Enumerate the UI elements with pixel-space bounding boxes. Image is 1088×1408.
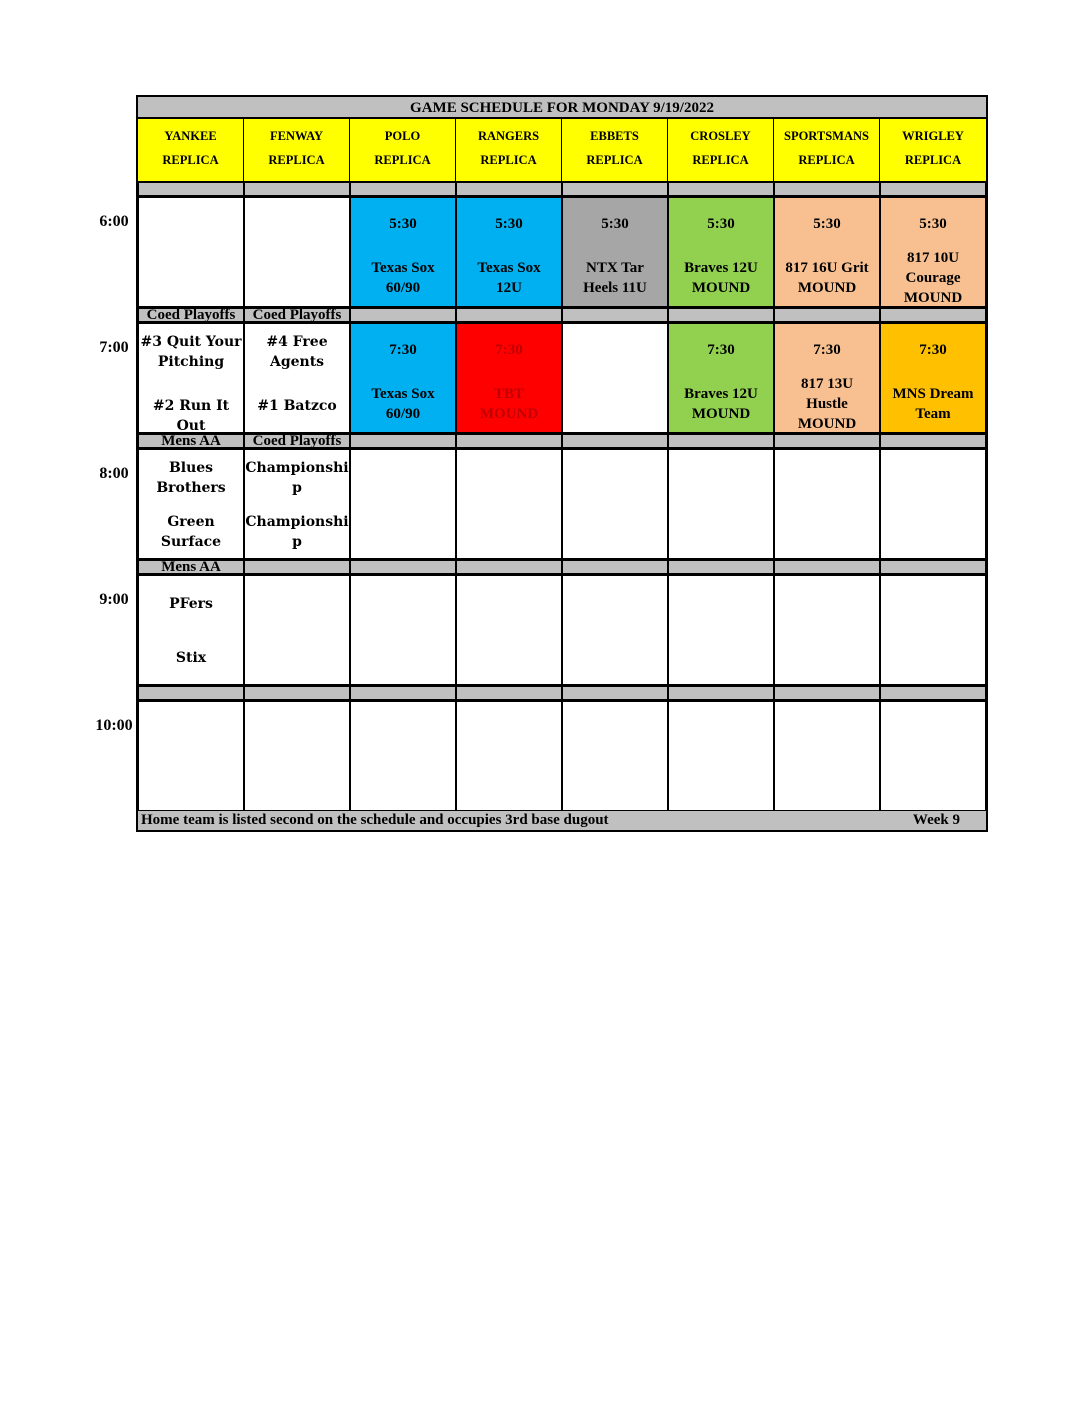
game-team xyxy=(565,258,665,298)
division-label xyxy=(774,559,880,575)
game-cell xyxy=(456,575,562,685)
team-line: Stix xyxy=(175,650,207,666)
team-line: Agents xyxy=(269,354,325,370)
game-cell xyxy=(562,449,668,559)
game-cell xyxy=(668,449,774,559)
game-cell xyxy=(350,701,456,811)
field-header-polo xyxy=(350,119,456,181)
game-cell xyxy=(244,323,350,433)
team-line: #2 Run It Out xyxy=(152,398,230,433)
field-header-yankee xyxy=(138,119,244,181)
division-label xyxy=(774,181,880,197)
division-label xyxy=(350,307,456,323)
game-team xyxy=(777,374,877,433)
team-line: #1 Batzco xyxy=(257,398,337,414)
matchup-team-away xyxy=(139,458,243,498)
game-cell xyxy=(244,575,350,685)
field-header-sportsmans xyxy=(774,119,880,181)
team-line: Texas Sox xyxy=(371,260,435,276)
team-line: Hustle xyxy=(806,396,848,412)
division-label xyxy=(562,559,668,575)
matchup-team-home xyxy=(139,648,243,668)
division-label xyxy=(350,433,456,449)
field-name: CROSLEY xyxy=(690,129,751,143)
field-sub: REPLICA xyxy=(904,153,962,167)
game-team xyxy=(459,258,559,298)
matchup-team-home xyxy=(139,396,243,433)
field-header-fenway xyxy=(244,119,350,181)
team-line: PFers xyxy=(169,596,213,612)
team-line: 817 16U Grit xyxy=(785,260,869,276)
division-label xyxy=(456,433,562,449)
game-team xyxy=(671,258,771,298)
game-cell xyxy=(350,323,456,433)
team-line: Heels 11U xyxy=(583,280,647,296)
field-sub: REPLICA xyxy=(480,153,537,167)
game-team xyxy=(883,248,983,307)
game-team xyxy=(459,384,559,424)
field-name: WRIGLEY xyxy=(902,129,964,143)
game-cell xyxy=(562,197,668,307)
field-sub: REPLICA xyxy=(798,153,855,167)
field-sub: REPLICA xyxy=(374,153,431,167)
game-cell xyxy=(668,575,774,685)
team-line: 817 10U xyxy=(906,250,960,266)
division-label xyxy=(668,181,774,197)
division-label xyxy=(668,559,774,575)
game-time: 5:30 xyxy=(389,216,417,232)
division-label xyxy=(562,307,668,323)
division-label xyxy=(774,433,880,449)
matchup-team-away xyxy=(245,332,349,372)
team-line: Team xyxy=(915,406,951,422)
team-line: MOUND xyxy=(903,290,963,306)
field-header-crosley xyxy=(668,119,774,181)
time-label-600: 6:00 xyxy=(99,213,129,230)
team-line: 12U xyxy=(496,280,522,296)
game-time: 7:30 xyxy=(389,342,417,358)
division-label xyxy=(244,685,350,701)
division-label xyxy=(456,685,562,701)
game-cell xyxy=(668,701,774,811)
schedule-grid xyxy=(136,95,988,832)
field-name: RANGERS xyxy=(477,129,540,143)
game-time: 5:30 xyxy=(919,216,947,232)
division-label xyxy=(880,307,986,323)
game-cell xyxy=(138,575,244,685)
game-cell xyxy=(880,701,986,811)
game-cell xyxy=(138,323,244,433)
game-cell xyxy=(562,701,668,811)
game-time: 7:30 xyxy=(919,342,947,358)
field-header-wrigley xyxy=(880,119,986,181)
matchup-team-away xyxy=(245,458,349,498)
team-line: Courage xyxy=(905,270,961,286)
game-team xyxy=(671,384,771,424)
division-label xyxy=(138,685,244,701)
division-label: Coed Playoffs xyxy=(244,307,350,323)
time-label-800: 8:00 xyxy=(99,465,129,482)
game-time: 7:30 xyxy=(707,342,735,358)
team-line: MOUND xyxy=(691,406,751,422)
division-label xyxy=(880,685,986,701)
team-line: Surface xyxy=(160,534,222,550)
division-label: Coed Playoffs xyxy=(244,433,350,449)
matchup-team-away xyxy=(139,594,243,614)
game-time: 5:30 xyxy=(495,216,523,232)
game-team xyxy=(353,258,453,298)
division-label xyxy=(350,685,456,701)
game-cell xyxy=(562,323,668,433)
team-line: NTX Tar xyxy=(586,260,644,276)
team-line: Championshi xyxy=(245,514,349,530)
division-label xyxy=(456,559,562,575)
team-line: Texas Sox xyxy=(371,386,435,402)
field-sub: REPLICA xyxy=(692,153,749,167)
game-time: 5:30 xyxy=(601,216,629,232)
time-label-900: 9:00 xyxy=(99,591,129,608)
game-time: 7:30 xyxy=(495,342,523,358)
game-cell xyxy=(138,701,244,811)
game-cell xyxy=(456,449,562,559)
game-cell xyxy=(774,575,880,685)
division-label xyxy=(562,685,668,701)
division-label xyxy=(562,433,668,449)
division-label: Mens AA xyxy=(138,433,244,449)
team-line: Championshi xyxy=(245,460,349,476)
game-cell xyxy=(880,197,986,307)
game-cell xyxy=(880,323,986,433)
division-label xyxy=(880,433,986,449)
field-header-ebbets xyxy=(562,119,668,181)
team-line: 817 13U xyxy=(800,376,854,392)
team-line: #4 Free xyxy=(266,334,328,350)
team-line: MOUND xyxy=(797,280,857,296)
game-cell xyxy=(774,449,880,559)
team-line: Pitching xyxy=(157,354,225,370)
team-line: MNS Dream xyxy=(892,386,974,402)
game-cell xyxy=(244,197,350,307)
footer-note: Home team is listed second on the schedule and occupies 3rd base dugout xyxy=(141,812,609,828)
game-cell xyxy=(456,323,562,433)
game-cell xyxy=(350,449,456,559)
team-line: Green xyxy=(167,514,215,530)
division-label xyxy=(350,559,456,575)
game-cell xyxy=(668,197,774,307)
team-line: Braves 12U xyxy=(684,260,758,276)
game-time: 7:30 xyxy=(813,342,841,358)
division-label xyxy=(244,559,350,575)
game-cell xyxy=(668,323,774,433)
field-sub: REPLICA xyxy=(268,153,325,167)
field-sub: REPLICA xyxy=(162,153,219,167)
field-sub: REPLICA xyxy=(586,153,643,167)
division-label xyxy=(668,685,774,701)
matchup-team-home xyxy=(245,396,349,416)
division-label xyxy=(668,433,774,449)
week-label: Week 9 xyxy=(912,812,960,828)
division-label xyxy=(774,685,880,701)
division-label xyxy=(456,181,562,197)
game-cell xyxy=(562,575,668,685)
field-name: FENWAY xyxy=(269,129,324,143)
game-cell xyxy=(774,197,880,307)
division-label xyxy=(880,559,986,575)
game-team xyxy=(883,384,983,424)
team-line: 60/90 xyxy=(385,280,421,296)
field-name: SPORTSMANS xyxy=(784,129,869,143)
team-line: MOUND xyxy=(479,406,539,422)
division-label: Mens AA xyxy=(138,559,244,575)
division-label xyxy=(138,181,244,197)
division-label xyxy=(562,181,668,197)
division-label: Coed Playoffs xyxy=(138,307,244,323)
team-line: Braves 12U xyxy=(684,386,758,402)
game-team xyxy=(353,384,453,424)
division-label xyxy=(774,307,880,323)
game-cell xyxy=(774,323,880,433)
division-label xyxy=(668,307,774,323)
division-label xyxy=(880,181,986,197)
game-team xyxy=(777,258,877,298)
game-cell xyxy=(350,575,456,685)
team-line: Texas Sox xyxy=(477,260,541,276)
field-header-rangers xyxy=(456,119,562,181)
game-time: 5:30 xyxy=(813,216,841,232)
time-label-700: 7:00 xyxy=(99,339,129,356)
team-line: 60/90 xyxy=(385,406,421,422)
team-line: MOUND xyxy=(691,280,751,296)
game-cell xyxy=(456,197,562,307)
game-cell xyxy=(244,449,350,559)
matchup-team-home xyxy=(139,512,243,552)
schedule-title: GAME SCHEDULE FOR MONDAY 9/19/2022 xyxy=(138,97,986,119)
field-name: POLO xyxy=(384,129,421,143)
game-cell xyxy=(244,701,350,811)
team-line: TBT xyxy=(493,386,524,402)
team-line: Brothers xyxy=(156,480,226,496)
division-label xyxy=(244,181,350,197)
game-cell xyxy=(138,197,244,307)
game-cell xyxy=(880,449,986,559)
division-label xyxy=(456,307,562,323)
game-cell xyxy=(138,449,244,559)
team-line: p xyxy=(292,480,302,496)
team-line: Blues xyxy=(168,460,214,476)
field-name: YANKEE xyxy=(164,129,217,143)
game-cell xyxy=(456,701,562,811)
game-cell xyxy=(880,575,986,685)
game-time: 5:30 xyxy=(707,216,735,232)
schedule-footer xyxy=(138,809,986,830)
time-label-1000: 10:00 xyxy=(95,717,133,734)
field-name: EBBETS xyxy=(590,129,639,143)
team-line: #3 Quit Your xyxy=(140,334,242,350)
matchup-team-away xyxy=(139,332,243,372)
division-label xyxy=(350,181,456,197)
game-cell xyxy=(350,197,456,307)
team-line: p xyxy=(292,534,302,550)
matchup-team-home xyxy=(245,512,349,552)
game-cell xyxy=(774,701,880,811)
team-line: MOUND xyxy=(797,416,857,432)
